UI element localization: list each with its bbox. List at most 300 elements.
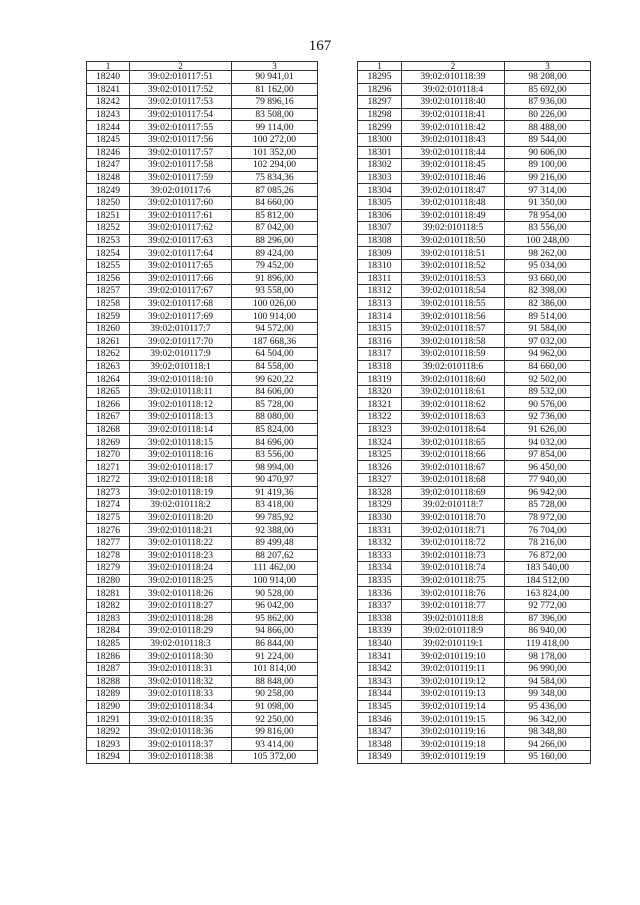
row-number-cell: 18328: [358, 486, 402, 499]
cadastral-number-cell: 39:02:010117:60: [130, 196, 232, 209]
cadastral-number-cell: 39:02:010117:52: [130, 83, 232, 96]
cadastral-number-cell: 39:02:010117:61: [130, 209, 232, 222]
row-number-cell: 18269: [87, 436, 130, 449]
row-number-cell: 18340: [358, 637, 402, 650]
row-number-cell: 18280: [87, 574, 130, 587]
table-row: [87, 536, 318, 549]
row-number-cell: 18244: [87, 121, 130, 134]
value-cell: 83 556,00: [505, 222, 591, 235]
value-cell: 88 207,62: [232, 549, 318, 562]
table-row: [358, 398, 591, 411]
table-row: [87, 385, 318, 398]
value-cell: 89 544,00: [505, 133, 591, 146]
page-number: 167: [308, 38, 332, 54]
cadastral-number-cell: 39:02:010118:49: [402, 209, 505, 222]
row-number-cell: 18305: [358, 196, 402, 209]
value-cell: 90 576,00: [505, 398, 591, 411]
cadastral-number-cell: 39:02:010118:68: [402, 474, 505, 487]
table-row: [358, 574, 591, 587]
cadastral-number-cell: 39:02:010117:7: [130, 322, 232, 335]
row-number-cell: 18322: [358, 411, 402, 424]
cadastral-number-cell: 39:02:010119:16: [402, 725, 505, 738]
value-cell: 83 508,00: [232, 108, 318, 121]
cadastral-number-cell: 39:02:010118:19: [130, 486, 232, 499]
value-cell: 99 785,92: [232, 511, 318, 524]
table-row: [358, 751, 591, 764]
value-cell: 96 042,00: [232, 599, 318, 612]
table-row: [358, 688, 591, 701]
cadastral-number-cell: 39:02:010118:26: [130, 587, 232, 600]
cadastral-number-cell: 39:02:010118:48: [402, 196, 505, 209]
cadastral-number-cell: 39:02:010117:67: [130, 285, 232, 298]
value-cell: 89 499,48: [232, 536, 318, 549]
value-cell: 93 414,00: [232, 738, 318, 751]
row-number-cell: 18293: [87, 738, 130, 751]
cadastral-number-cell: 39:02:010118:9: [402, 625, 505, 638]
cadastral-number-cell: 39:02:010118:72: [402, 536, 505, 549]
table-row: [358, 171, 591, 184]
cadastral-number-cell: 39:02:010118:73: [402, 549, 505, 562]
row-number-cell: 18324: [358, 436, 402, 449]
table-row: [87, 398, 318, 411]
table-row: [87, 196, 318, 209]
cadastral-number-cell: 39:02:010118:64: [402, 423, 505, 436]
cadastral-number-cell: 39:02:010118:2: [130, 499, 232, 512]
table-row: [358, 259, 591, 272]
row-number-cell: 18286: [87, 650, 130, 663]
row-number-cell: 18349: [358, 751, 402, 764]
value-cell: 85 824,00: [232, 423, 318, 436]
value-cell: 95 160,00: [505, 751, 591, 764]
value-cell: 98 994,00: [232, 461, 318, 474]
value-cell: 99 216,00: [505, 171, 591, 184]
table-row: [87, 713, 318, 726]
row-number-cell: 18303: [358, 171, 402, 184]
cadastral-number-cell: 39:02:010117:57: [130, 146, 232, 159]
row-number-cell: 18301: [358, 146, 402, 159]
table-row: [87, 133, 318, 146]
cadastral-number-cell: 39:02:010117:9: [130, 348, 232, 361]
value-cell: 101 814,00: [232, 662, 318, 675]
cadastral-number-cell: 39:02:010118:27: [130, 599, 232, 612]
table-row: [358, 348, 591, 361]
cadastral-number-cell: 39:02:010118:65: [402, 436, 505, 449]
cadastral-number-cell: 39:02:010118:22: [130, 536, 232, 549]
column-header-1: 1: [358, 62, 402, 71]
value-cell: 83 556,00: [232, 448, 318, 461]
row-number-cell: 18312: [358, 285, 402, 298]
row-number-cell: 18325: [358, 448, 402, 461]
row-number-cell: 18242: [87, 96, 130, 109]
value-cell: 100 026,00: [232, 297, 318, 310]
table-row: [87, 297, 318, 310]
cadastral-number-cell: 39:02:010118:60: [402, 373, 505, 386]
cadastral-number-cell: 39:02:010118:23: [130, 549, 232, 562]
table-row: [87, 423, 318, 436]
table-row: [87, 146, 318, 159]
table-row: [358, 222, 591, 235]
row-number-cell: 18241: [87, 83, 130, 96]
row-number-cell: 18306: [358, 209, 402, 222]
cadastral-number-cell: 39:02:010117:63: [130, 234, 232, 247]
cadastral-number-cell: 39:02:010118:13: [130, 411, 232, 424]
table-row: [358, 335, 591, 348]
cadastral-number-cell: 39:02:010118:18: [130, 474, 232, 487]
cadastral-number-cell: 39:02:010118:29: [130, 625, 232, 638]
value-cell: 98 178,00: [505, 650, 591, 663]
value-cell: 90 258,00: [232, 688, 318, 701]
value-cell: 80 226,00: [505, 108, 591, 121]
table-row: [87, 587, 318, 600]
cadastral-number-cell: 39:02:010119:13: [402, 688, 505, 701]
row-number-cell: 18253: [87, 234, 130, 247]
cadastral-number-cell: 39:02:010118:1: [130, 360, 232, 373]
value-cell: 93 660,00: [505, 272, 591, 285]
value-cell: 97 854,00: [505, 448, 591, 461]
cadastral-number-cell: 39:02:010118:63: [402, 411, 505, 424]
cadastral-number-cell: 39:02:010119:12: [402, 675, 505, 688]
value-cell: 98 262,00: [505, 247, 591, 260]
cadastral-number-cell: 39:02:010118:38: [130, 751, 232, 764]
value-cell: 99 348,00: [505, 688, 591, 701]
table-row: [87, 562, 318, 575]
cadastral-number-cell: 39:02:010119:18: [402, 738, 505, 751]
row-number-cell: 18296: [358, 83, 402, 96]
table-row: [87, 322, 318, 335]
value-cell: 100 914,00: [232, 574, 318, 587]
table-row: [87, 272, 318, 285]
value-cell: 92 250,00: [232, 713, 318, 726]
value-cell: 91 098,00: [232, 700, 318, 713]
cadastral-number-cell: 39:02:010118:62: [402, 398, 505, 411]
table-header-row: [358, 62, 591, 71]
table-row: [358, 562, 591, 575]
cadastral-number-cell: 39:02:010118:6: [402, 360, 505, 373]
row-number-cell: 18346: [358, 713, 402, 726]
table-row: [87, 549, 318, 562]
value-cell: 99 816,00: [232, 725, 318, 738]
cadastral-number-cell: 39:02:010118:4: [402, 83, 505, 96]
value-cell: 97 314,00: [505, 184, 591, 197]
cadastral-number-cell: 39:02:010118:44: [402, 146, 505, 159]
table-row: [358, 511, 591, 524]
value-cell: 90 528,00: [232, 587, 318, 600]
table-row: [87, 310, 318, 323]
table-row: [358, 486, 591, 499]
table-row: [87, 637, 318, 650]
table-row: [358, 536, 591, 549]
row-number-cell: 18257: [87, 285, 130, 298]
row-number-cell: 18283: [87, 612, 130, 625]
cadastral-number-cell: 39:02:010119:11: [402, 662, 505, 675]
row-number-cell: 18332: [358, 536, 402, 549]
row-number-cell: 18273: [87, 486, 130, 499]
row-number-cell: 18334: [358, 562, 402, 575]
cadastral-number-cell: 39:02:010118:12: [130, 398, 232, 411]
value-cell: 87 936,00: [505, 96, 591, 109]
column-header-3: 3: [232, 62, 318, 71]
table-row: [358, 297, 591, 310]
cadastral-number-cell: 39:02:010117:64: [130, 247, 232, 260]
cadastral-number-cell: 39:02:010117:68: [130, 297, 232, 310]
value-cell: 101 352,00: [232, 146, 318, 159]
table-row: [358, 108, 591, 121]
table-row: [87, 499, 318, 512]
table-row: [358, 713, 591, 726]
row-number-cell: 18304: [358, 184, 402, 197]
table-row: [358, 71, 591, 84]
value-cell: 84 696,00: [232, 436, 318, 449]
row-number-cell: 18326: [358, 461, 402, 474]
value-cell: 89 514,00: [505, 310, 591, 323]
value-cell: 85 812,00: [232, 209, 318, 222]
value-cell: 85 692,00: [505, 83, 591, 96]
value-cell: 76 872,00: [505, 549, 591, 562]
row-number-cell: 18247: [87, 159, 130, 172]
row-number-cell: 18272: [87, 474, 130, 487]
cadastral-number-cell: 39:02:010118:58: [402, 335, 505, 348]
table-row: [358, 474, 591, 487]
value-cell: 88 080,00: [232, 411, 318, 424]
row-number-cell: 18261: [87, 335, 130, 348]
row-number-cell: 18330: [358, 511, 402, 524]
row-number-cell: 18262: [87, 348, 130, 361]
value-cell: 95 436,00: [505, 700, 591, 713]
row-number-cell: 18337: [358, 599, 402, 612]
table-row: [358, 461, 591, 474]
value-cell: 86 844,00: [232, 637, 318, 650]
cadastral-number-cell: 39:02:010117:62: [130, 222, 232, 235]
value-cell: 79 452,00: [232, 259, 318, 272]
cadastral-number-cell: 39:02:010118:25: [130, 574, 232, 587]
table-row: [87, 524, 318, 537]
table-row: [358, 360, 591, 373]
row-number-cell: 18254: [87, 247, 130, 260]
table-row: [358, 650, 591, 663]
row-number-cell: 18347: [358, 725, 402, 738]
value-cell: 97 032,00: [505, 335, 591, 348]
row-number-cell: 18270: [87, 448, 130, 461]
value-cell: 82 386,00: [505, 297, 591, 310]
value-cell: 92 388,00: [232, 524, 318, 537]
value-cell: 92 502,00: [505, 373, 591, 386]
row-number-cell: 18277: [87, 536, 130, 549]
cadastral-number-cell: 39:02:010118:77: [402, 599, 505, 612]
value-cell: 98 348,80: [505, 725, 591, 738]
table-row: [358, 599, 591, 612]
table-row: [358, 700, 591, 713]
cadastral-number-cell: 39:02:010118:41: [402, 108, 505, 121]
table-row: [358, 146, 591, 159]
table-row: [358, 612, 591, 625]
row-number-cell: 18264: [87, 373, 130, 386]
row-number-cell: 18294: [87, 751, 130, 764]
cadastral-number-cell: 39:02:010118:24: [130, 562, 232, 575]
table-row: [87, 511, 318, 524]
row-number-cell: 18309: [358, 247, 402, 260]
table-row: [87, 461, 318, 474]
row-number-cell: 18268: [87, 423, 130, 436]
table-row: [358, 184, 591, 197]
column-header-2: 2: [130, 62, 232, 71]
cadastral-number-cell: 39:02:010117:59: [130, 171, 232, 184]
value-cell: 89 532,00: [505, 385, 591, 398]
cadastral-number-cell: 39:02:010118:28: [130, 612, 232, 625]
table-row: [358, 385, 591, 398]
row-number-cell: 18320: [358, 385, 402, 398]
cadastral-number-cell: 39:02:010118:54: [402, 285, 505, 298]
cadastral-number-cell: 39:02:010118:47: [402, 184, 505, 197]
cadastral-number-cell: 39:02:010118:20: [130, 511, 232, 524]
table-row: [358, 247, 591, 260]
table-row: [87, 71, 318, 84]
cadastral-number-cell: 39:02:010118:40: [402, 96, 505, 109]
value-cell: 94 032,00: [505, 436, 591, 449]
left-register-table: [86, 61, 318, 764]
table-row: [87, 373, 318, 386]
value-cell: 184 512,00: [505, 574, 591, 587]
cadastral-number-cell: 39:02:010118:43: [402, 133, 505, 146]
row-number-cell: 18248: [87, 171, 130, 184]
row-number-cell: 18240: [87, 71, 130, 84]
row-number-cell: 18258: [87, 297, 130, 310]
row-number-cell: 18319: [358, 373, 402, 386]
value-cell: 84 660,00: [232, 196, 318, 209]
table-row: [87, 612, 318, 625]
value-cell: 90 470,97: [232, 474, 318, 487]
value-cell: 93 558,00: [232, 285, 318, 298]
row-number-cell: 18323: [358, 423, 402, 436]
value-cell: 95 862,00: [232, 612, 318, 625]
row-number-cell: 18263: [87, 360, 130, 373]
cadastral-number-cell: 39:02:010118:8: [402, 612, 505, 625]
cadastral-number-cell: 39:02:010118:15: [130, 436, 232, 449]
value-cell: 77 940,00: [505, 474, 591, 487]
table-row: [358, 662, 591, 675]
value-cell: 98 208,00: [505, 71, 591, 84]
table-row: [87, 285, 318, 298]
value-cell: 100 914,00: [232, 310, 318, 323]
cadastral-number-cell: 39:02:010118:57: [402, 322, 505, 335]
row-number-cell: 18255: [87, 259, 130, 272]
value-cell: 183 540,00: [505, 562, 591, 575]
row-number-cell: 18292: [87, 725, 130, 738]
row-number-cell: 18252: [87, 222, 130, 235]
value-cell: 96 342,00: [505, 713, 591, 726]
row-number-cell: 18288: [87, 675, 130, 688]
cadastral-number-cell: 39:02:010118:76: [402, 587, 505, 600]
row-number-cell: 18307: [358, 222, 402, 235]
cadastral-number-cell: 39:02:010118:32: [130, 675, 232, 688]
table-row: [358, 234, 591, 247]
cadastral-number-cell: 39:02:010118:7: [402, 499, 505, 512]
cadastral-number-cell: 39:02:010118:67: [402, 461, 505, 474]
value-cell: 119 418,00: [505, 637, 591, 650]
row-number-cell: 18299: [358, 121, 402, 134]
value-cell: 86 940,00: [505, 625, 591, 638]
row-number-cell: 18345: [358, 700, 402, 713]
value-cell: 91 626,00: [505, 423, 591, 436]
table-row: [87, 83, 318, 96]
row-number-cell: 18316: [358, 335, 402, 348]
cadastral-number-cell: 39:02:010118:70: [402, 511, 505, 524]
value-cell: 94 584,00: [505, 675, 591, 688]
cadastral-number-cell: 39:02:010117:51: [130, 71, 232, 84]
row-number-cell: 18342: [358, 662, 402, 675]
value-cell: 88 488,00: [505, 121, 591, 134]
cadastral-number-cell: 39:02:010118:56: [402, 310, 505, 323]
cadastral-number-cell: 39:02:010118:16: [130, 448, 232, 461]
value-cell: 90 606,00: [505, 146, 591, 159]
row-number-cell: 18333: [358, 549, 402, 562]
cadastral-number-cell: 39:02:010119:10: [402, 650, 505, 663]
value-cell: 89 424,00: [232, 247, 318, 260]
value-cell: 91 224,00: [232, 650, 318, 663]
value-cell: 111 462,00: [232, 562, 318, 575]
table-row: [358, 549, 591, 562]
table-row: [87, 448, 318, 461]
row-number-cell: 18259: [87, 310, 130, 323]
row-number-cell: 18271: [87, 461, 130, 474]
row-number-cell: 18314: [358, 310, 402, 323]
row-number-cell: 18302: [358, 159, 402, 172]
cadastral-number-cell: 39:02:010118:74: [402, 562, 505, 575]
row-number-cell: 18329: [358, 499, 402, 512]
value-cell: 84 606,00: [232, 385, 318, 398]
value-cell: 85 728,00: [232, 398, 318, 411]
cadastral-number-cell: 39:02:010118:51: [402, 247, 505, 260]
value-cell: 89 100,00: [505, 159, 591, 172]
row-number-cell: 18298: [358, 108, 402, 121]
cadastral-number-cell: 39:02:010118:39: [402, 71, 505, 84]
table-row: [358, 411, 591, 424]
value-cell: 91 350,00: [505, 196, 591, 209]
cadastral-number-cell: 39:02:010118:11: [130, 385, 232, 398]
cadastral-number-cell: 39:02:010118:30: [130, 650, 232, 663]
value-cell: 76 704,00: [505, 524, 591, 537]
column-header-1: 1: [87, 62, 130, 71]
row-number-cell: 18318: [358, 360, 402, 373]
cadastral-number-cell: 39:02:010117:56: [130, 133, 232, 146]
value-cell: 85 728,00: [505, 499, 591, 512]
table-header-row: [87, 62, 318, 71]
row-number-cell: 18317: [358, 348, 402, 361]
cadastral-number-cell: 39:02:010119:14: [402, 700, 505, 713]
table-row: [87, 360, 318, 373]
row-number-cell: 18315: [358, 322, 402, 335]
value-cell: 187 668,36: [232, 335, 318, 348]
cadastral-number-cell: 39:02:010118:5: [402, 222, 505, 235]
cadastral-number-cell: 39:02:010118:14: [130, 423, 232, 436]
value-cell: 91 584,00: [505, 322, 591, 335]
value-cell: 94 572,00: [232, 322, 318, 335]
cadastral-number-cell: 39:02:010118:69: [402, 486, 505, 499]
value-cell: 102 294,00: [232, 159, 318, 172]
table-row: [87, 700, 318, 713]
table-row: [358, 196, 591, 209]
table-row: [358, 625, 591, 638]
value-cell: 100 248,00: [505, 234, 591, 247]
value-cell: 105 372,00: [232, 751, 318, 764]
value-cell: 94 962,00: [505, 348, 591, 361]
row-number-cell: 18308: [358, 234, 402, 247]
row-number-cell: 18289: [87, 688, 130, 701]
value-cell: 95 034,00: [505, 259, 591, 272]
value-cell: 99 114,00: [232, 121, 318, 134]
table-row: [358, 83, 591, 96]
table-row: [358, 587, 591, 600]
row-number-cell: 18281: [87, 587, 130, 600]
